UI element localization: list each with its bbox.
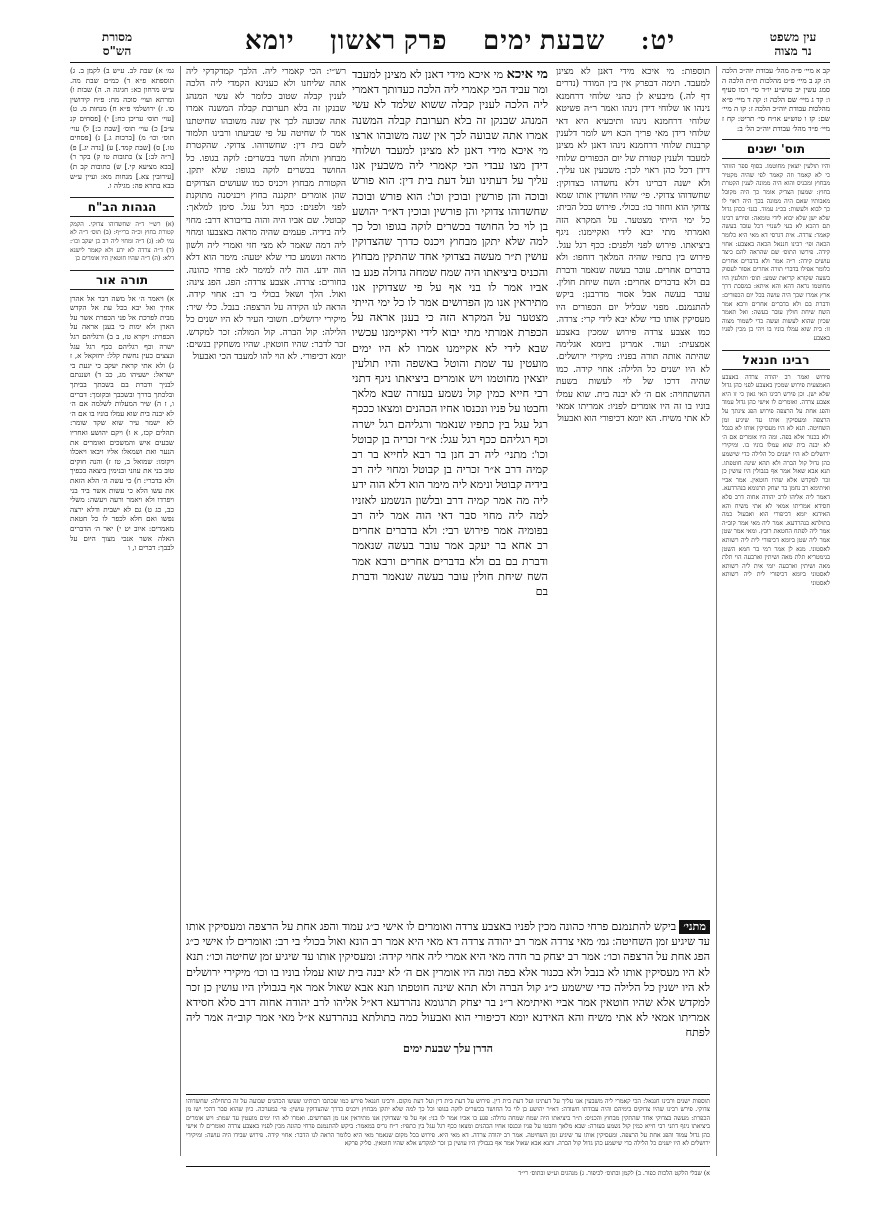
tosafot-column: תוספות: מי איכא מידי דאנן לא מצינן למעבד. תימה דבפרק אין בין המודר (נדרים דף לה.) מיבעיא לן כהני שלוחי דרחמנא נינהו או שלוחי דידן נינהו ואמר ר״ה פשיטא שלוחי דרחמנא נינהו ותיבעיא היא דאי שלוחי דידן מאי פריך הכא ויש לומר דלענין קרבנות שלוחי דרחמנא נינהו דאנן לא מצינן למעבד ולענין קטורת של יום הכפורים שלוחי דידן דכל כהן ראוי לכך: משבעין אנו עליך. ולא ישנה דברינו דלא נחשדהו בצדוקין: שחשדוהו צדוקי. פי׳ שהיו חושדין אותו שמא צדוקי הוא וחוזר בו: בכולי. פירוש בכל הבית: כל ימי הייתי מצטער. על המקרא הזה ואמרתי מתי יבא לידי ואקיימנו: ניגף ביציאתו. פירוש לפני ולפנים: ככף רגל עגל. פירוש בין כתפיו שהיה המלאך דוחפו: ולא בדברים אחרים. עובר בעשה שנאמר ודברת בם ולא בדברים אחרים: השח שיחת חולין. עובר בעשה אבל אסור מדרבנן: ביקש להתנמנם. מפני שבליל יום הכפורים היו מעסיקין אותו כדי שלא יבא לידי קרי: צרדה. כמו אצבע צרדה פירוש שמכין באצבע אמצעית: ועוד. אמרינן ביומא אגלימה שהיתה אותה תורה בפניו: מיקירי ירושלים. לא היו ישנים כל הלילה: אחוי קידה. כמו שהיה דרכו של לוי לעשות בשעת ההשתחויה: אם ה׳ לא יבנה בית. שוא עמלו בוניו בו זה היו אומרים לפניו: אמריתו אמאי לא אתי משיח. הא יומא דכיפורי הוא ואבעול (556, 67, 710, 425)
left-sidebar (70, 66, 174, 1156)
rabbeinu-chananel-text: פירוש ואמר רב יהודה צרדה באצבע האמצעית פירוש שמכין באצבע לפני כהן גדול שלא ישן. וכן פירש רבינו האי גאון כי זו היא אצבע צרדה. ואומרים לו אישי כהן גדול עמוד והפג אחת על הרצפה פירוש הפג צינתך על הרצפה ומעסיקין אותו עד שיגיע זמן השחיטה. תנא לא היו מעסיקין אותו לא בנבל ולא בכנור אלא בפה. ומה היו אומרים אם ה׳ לא יבנה בית שוא עמלו בוניו בו. ומיקירי ירושלים לא היו ישנים כל הלילה כדי שישמע כהן גדול קול הברה ולא תהא שינה חוטפתו. תנא אבא שאול אמר אף בגבולין היו עושין כן זכר למקדש אלא שהיו חוטאין. אמר אביי ואיתימא רב נחמן בר יצחק תרגומא בנהרדעא. דאמר ליה אליהו לרב יהודה אחוה דרב סלא חסידא אמריתו אמאי לא אתי משיח והא האידנא יומא דכיפורי הוא ואבעול כמה בתולתא בנהרדעא. אמר ליה מאי אמר קוב״ה אמר ליה לפתח החטאת רובץ. ומאי אמר שטן אמר ליה שטן ביומא דכיפורי לית ליה רשותא לאסטוני. מנא לן אמר רמי בר חמא השטן בגימטריא תלת מאה ושיתין וארבעה הוי תלת מאה ושיתין וארבעה יומי אית ליה רשותא לאסטוני ביומא דכיפורי לית ליה רשותא לאסטוני (722, 373, 830, 587)
mishnah-block (186, 920, 710, 1090)
page-title (220, 26, 700, 56)
gemara-lead-word: מי איכא (506, 66, 548, 81)
footer-rule (186, 1094, 710, 1095)
hashas-label: הש"ס (102, 44, 132, 58)
hagahot-heading: הגהות הב"ח (70, 197, 174, 217)
masoret-label: מסורת (101, 30, 133, 44)
gemara-text: מי איכא מידי דאנן לא מצינן למעבד ומר עביד הכי קאמרי ליה הלכה כעדותך דאמרי ליה הלכה לענין קבלה ששוא שלמד לא עשי המנהג שבנקן זה בלא תערובת קבלה המשנה אמרו אתה שבועה לכך אין שנה משובהו ארצו מי איכא מידי דאנן לא מצינן למעבד ושלוחי דידן מצו עבדי הכי קאמרי ליה משבעין אנו עליך על דעתינו ועל דעת בית דין: הוא פורש ובוכה והן פורשין ובוכין וכו': הוא פורש ובוכה שחשדוהו צדוקי והן פורשין ובוכין דא״ר יהושע בן לוי כל החושד בכשרים לוקה בגופו וכל כך למה שלא יתקן מבחוץ ויכנס כדרך שהצדוקין עושין ת״ר מעשה בצדוקי אחד שהתקין מבחוץ והכניס ביציאתו היה שמח שמחה גדולה פגע בו אביו אמר לו בני אף על פי שצדוקין אנו מתיראין אנו מן הפרושים אמר לו כל ימי הייתי מצטער על המקרא הזה כי בענן אראה על הכפרת אמרתי מתי יבוא לידי ואקיימנו עכשיו שבא לידי לא אקיימנו אמרו לא היו ימים מועטין עד שמת והוטל באשפה והיו תולעין יוצאין מחוטמו ויש אומרים ביציאתו ניגף דתני רבי חייא כמין קול נשמע בעזרה שבא מלאך וחבטו על פניו ונכנסו אחיו הכהנים ומצאו כככף רגל עגל בין כתפיו שנאמר ורגליהם רגל ישרה וכף רגליהם ככף רגל עגל: א״ר זכריה בן קבוטל וכו': מתני׳ ליה רב חנן בר רבא לחייא בר רב קמיה דרב א״ר זכריה בן קבוטל ומחוי ליה רב בידיה קבוטל ונימא ליה מימר הוא דלא הוה ידע ליה מה אמר קמיה דרב ובלשון הנשמע לאזניו למה ליה מחוי סבר דאי הוה אמר ליה רב בפומיה אמר פירוש רבי: ולא בדברים אחרים רב אחא בר יעקב אמר עובר בעשה שנאמר ודברת בם בם ולא בדברים אחרים ורבא אמר השח שיחת חולין עובר בעשה שנאמר ודברת בם (352, 69, 548, 598)
right-divider (716, 66, 717, 1156)
ein-mishpat-text: קב א מיי׳ פ״ה מהל׳ עבודת יוה״כ הלכה ה: קג ב מיי׳ פ״ט מהלכות ת״ת הלכה ה סמג עשין יב טוש״ע יו״ד סי׳ רמו סעיף ו: קד ג מיי׳ שם הלכה ו: קה ד מיי׳ פ״א מהלכות עבודת יוה״כ הלכה ז: קו ה מיי׳ שם: קז ו טוש״ע או״ח סי׳ תריט: קח ז מיי׳ פ״ד מהל׳ עבודת יוה״כ הל׳ ב: (722, 66, 830, 133)
footnote: א) שבלי הלקט הלכות כפור. ב) לקמן ובתוס׳ לכיפור. ג) מנהגים וע״ש ובתוס׳ רי״ד (518, 1170, 710, 1177)
hagahot-text: (א) רש״י ד״ה שחשדוהו צדוקי. הקמק קטורת בחוץ וכ״ה ברי״ף: (ב) תוס׳ ד״ה לא נמי לא: (ג) ד״ה ומחוי ליה רב כן יעקב וכו׳: (ד) ד״ה צרדה לא ידע ולא קאמר לישנא דלא: (ה) ד״ה שהיו חוטאין היו אומרים כן (70, 220, 174, 263)
rashi-column: רש״י: הכי קאמרי ליה. הלכך קמדקדקי ליה אתה שליחנו ולא כענינא הקמדי ליה הלכה לענין קבלה שטוב כלומר לא עשי המנהג שבנקן זה בלא תערובת קבלה המשנה אמרו אתה שבועה לכך אין שנה משובהו שחיטתנו אמר לו שחיטה על פי שביעתו ורבינו תלמוד לשם בית דין: שחשדוהו. צדוקי. שהקטרת מבחוץ ותולה חשד בכשרים: לוקה בגופו. כל החושד בכשרים לוקה בגופו: שלא יתקן. הקטורת מבחוץ ויכניס כמו שעושים הצדוקים שהן אומרים יתקננה בחוץ ויכניסנה מתוקנת לפני ולפנים: ככף רגל עגל. סימן למלאך: קבוטל. שם אביו היה והוה בדיבורא דרב: מחוי ליה בידיה. פעמים שהיה מראה באצבעו ומחוי ליה דמה שאמר לא מצי חזי ואמרי ליה ולשון מראה ונשמע כדי שלא יטעה: מימר הוא דלא הוה ידע. הוה ליה למימר לא: פרחי כהונה. בחורים: צרדה. אצבע צרדה: הפג. הפג צינה: ואול. הלך ושאל בכולי בי רב: אחוי קידה. הראה לנו הקידה על הרצפה: בנבל. כלי שיר: מיקירי ירושלים. חשובי העיר לא היו ישנים כל הלילה: קול הברה. קול המולה: זכר למקדש. זכר לדבר: שהיו חוטאין. שהיו משחקין בנשים: יומא דכיפורי. לא הוי להו למעבד הכי ואבעול (186, 67, 346, 363)
page-header (0, 16, 894, 64)
page-number: יט: (640, 26, 676, 55)
right-sidebar (722, 66, 830, 1156)
mishnah-label: מתני׳ (679, 920, 710, 934)
ein-mishpat-label: עין משפט (769, 30, 817, 44)
masoret-header (72, 30, 162, 58)
tosafot-yeshanim-heading: תוס' ישנים (722, 139, 830, 159)
tosafot-yeshanim-text: והיו תולעין יוצאין מחוטמו. בסוף ספר הזוהר כי לא קאמר וזה קאמר לפי שהיה מקטיר מבחוץ ומכניס והוא היה ממונה לענין הקטרת בחוץ: שמעון הצדיק אומר כך היה מקובל מאבותיו שאם היה ממונה בכך היה ראוי לו כך לבוא ולעשות: בכ״ג עמוד. בגנז׳ בכהן גדול שלא ישן שלא יבוא לידי טומאה: ופירש רבינו תם דהכא לא בעי לשנויי דכל עובד בעשה קאמר: צרדה. אית דגרסי דא מאי היא כלומר הכאה ופי׳ רבינו חננאל הכאה באצבע: אחוי קידה. פירשו התוס׳ שם שהראה להם כיצד עושים קידה: ר״ה אמר ולא בדברים אחרים כלומר אפילו בדברי תורה אחרים אסור לעסוק בשעה שקורא קריאת שמע: תוס׳ ותולעין היו מחוטמו נראה דהא והא איתא: במסכת דרך ארץ אמרו שכך היה עושה בכל יום הכפורים: ודברת בם ולא בדברים אחרים ורבא אמר השח שיחת חולין עובר בעשה: ואל תאמר שכיון שהוא לעשות ועשה כדי לשמור מצוה זו: בית שוא עמלו בוניו בו ויהי בן מכין לפניו באצבע (722, 163, 830, 343)
ner-mitzvah-label: נר מצוה (774, 44, 812, 58)
footnote-rule (186, 1166, 710, 1167)
footer-commentary: תוספות ישנים ורבינו חננאל: הכי קאמרי ליה משבעין אנו עליך על דעתינו ועל דעת בית דין. פירוש על דעת בית דין ועל דעת מקום. ורבינו חננאל פירש כמו שכתבו רבותינו שעשו הכהנים שבועה על זה בתחילה: שחשדוהו צדוקי. פירש רבינו שהיו צדוקים בימיהם והיה עבודתו חשודה: דא״ר יהושע בן לוי כל החושד בכשרים לוקה בגופו וכל כך למה שלא יתקן מבחוץ ויכניס כדרך שהצדוקין עושין: פי׳ במערכה. כיון שהוא סבר דהכי ישו מן הכפרת: מעשה בצדוקי אחד שהתקין מבחוץ והכניס: ת״ר ביציאתו היה שמח שמחה גדולה: פגע בו אביו אמר לו בני: אף על פי שצדוקין אנו מתיראין אנו מן הפרושים. ואמרו לא היו ימים מועטין עד שמת: ויש אומרים ביציאתו ניגף דתני רבי חייא כמין קול נשמע בעזרה: שבא מלאך וחבטו על פניו ונכנסו אחיו הכהנים ומצאו ככף רגל עגל בין כתפיו: ר״ח גריס במאמר: ביקש להתנמנם פרחי כהונה מכין לפניו באצבע צרדה ואומרים לו אישי כהן גדול עמוד והפג אחת על הרצפה. ומעסיקין אותו עד שיגיע זמן השחיטה. אמר רב יהודה צרדה. דא מאי היא. פירוש בכל מקום שנאמר מאי היא כלומר הראה לנו הדבר: אחוי קידה. פירוש שבידו היה עושה: ומיקירי ירושלים לא היו ישנים כל הלילה כדי שישמע כהן גדול קול הברה. ותנא אבא שאול אמר אף בגבולין היו עושין כן זכר למקדש אלא שהיו חוטאין. סליק פרקא (186, 1098, 710, 1148)
tractate-name: יומא (244, 26, 295, 55)
torah-or-heading: תורה אור (70, 270, 174, 290)
masoret-text: גמ׳ א) שבת לב. ע״ש ב) לקמן ב. ג) תוספתא פ״א ד) כמ״ם שבת מה. ע״ש מרחון כא: חגיגה ה. ה) שבות ו) ומרתא ועוי׳ סוכה מח: פ״ח קידושין סו. ז) ירושלמי פ״א ח) מנחות מ. ט) [עוי׳ תוס׳ עריכן כח:] י) [פסחים קנ ע״ב] כ) עוי׳ תוס׳ [שבת כ:] ל) עוי׳ תוס׳ וכו׳ מ) [ברכות ג.] נ) [פסחים טו.] ס) [שבת קמד.] ע) [נדה יג.] פ) [ר״ה לב:] צ) כתובות טו ק) בקר ר) [בבא מציעא קי.] ש) כתובות קב ת) [עירובין צא.] מנחות מא: ועיין ע״ש בבא בתרא פה: מגילה ו. (70, 66, 174, 191)
left-divider (180, 66, 181, 1156)
mishnah-text: ביקש להתנמנם פרחי כהונה מכין לפניו באצבע צרדה ואומרים לו אישי כ״ג עמוד והפג אחת על הרצפה ומעסיקין אותו עד שיגיע זמן השחיטה: גמ׳ מאי צרדה אמר רב יהודה צרדה דא מאי היא אמר רב הונא ואול בכולי בי רב: ואומרים לו אישי כ״ג הפג אחת על הרצפה וכו׳: אמר רב יצחק בר חדה מאי היא אמרי ליה אחוי קידה: ומעסיקין אותו עד שיגיע זמן שחיטה וכו׳: תנא לא היו מעסיקין אותו לא בנבל ולא בכנור אלא בפה ומה היו אומרין אם ה׳ לא יבנה בית שוא עמלו בוניו בו וכו׳ מיקירי ירושלים לא היו ישנין כל הלילה כדי שישמע כ״ג קול הברה ולא תהא שינה חוטפתו תנא אבא שאול אמר אף בגבולין היו עושין כן זכר למקדש אלא שהיו חוטאין אמר אביי ואיתימא ר״נ בר יצחק תרגומא נהרדעא דא״ל אליהו לרב יהודה אחוה דרב סלא חסידא אמריתו אמאי לא אתי משיח והא האידנא יומא דכיפורי הוא ואבעול כמה בתולתא בנהרדעא א״ל מאי אמר קוב״ה אמר ליה לפתח (186, 921, 710, 1040)
hadran-line: הדרן עלך שבעת ימים (402, 1042, 494, 1055)
chapter-number: פרק ראשון (330, 26, 448, 55)
gemara-column (352, 66, 548, 916)
rabbeinu-chananel-heading: רבינו חננאל (722, 350, 830, 370)
ein-mishpat-header (748, 30, 838, 58)
torah-or-text: א) ויאמר ה׳ אל משה דבר אל אהרן אחיך ואל יבא בכל עת אל הקדש מבית לפרכת אל פני הכפרת אשר על הארן ולא ימות כי בענן אראה על הכפרת: ויקרא טז, ב ב) ורגליהם רגל ישרה וכף רגליהם ככף רגל עגל ונצצים כעין נחשת קלל: יחזקאל א, ז ג) ולא אתי קראת יעקב כי יגעת בי ישראל: ישעיהו מג, כב ד) ושננתם לבניך ודברת בם בשבתך בביתך ובלכתך בדרך ובשכבך ובקומך: דברים ו, ז ה) שיר המעלות לשלמה אם ה׳ לא יבנה בית שוא עמלו בוניו בו אם ה׳ לא ישמר עיר שוא שקד שומר: תהלים קכז, א ו) ויקם יהושע ואחריו שבעים איש והמשכים ואומרים את הנער ואת ושמאלו אליו ויבאו ויאכלו ויקומו: שמואל ב, טז ז) והנה חוקים טוב בני את עוזני ובנימין ביצאה בכפיך ולא בדברי: ח) כי עשה ה׳ הלא הזאת את עשו הלא כי עשות אשר ביד בני ויפרדו ולא ויאמר ורעה ויעשה: משלי כב, כג ט) גם לא ישבית ודלא ירצה נפשו ואם חלא לכפר לו כל חטאת מאמרים: איוב יט י) יאר ה׳ הדברים האלה אשר אנכי מצוך היום על לבבך: דברים ו, ו (70, 293, 174, 553)
header-rule (70, 62, 830, 63)
chapter-name: שבעת ימים (483, 26, 606, 55)
